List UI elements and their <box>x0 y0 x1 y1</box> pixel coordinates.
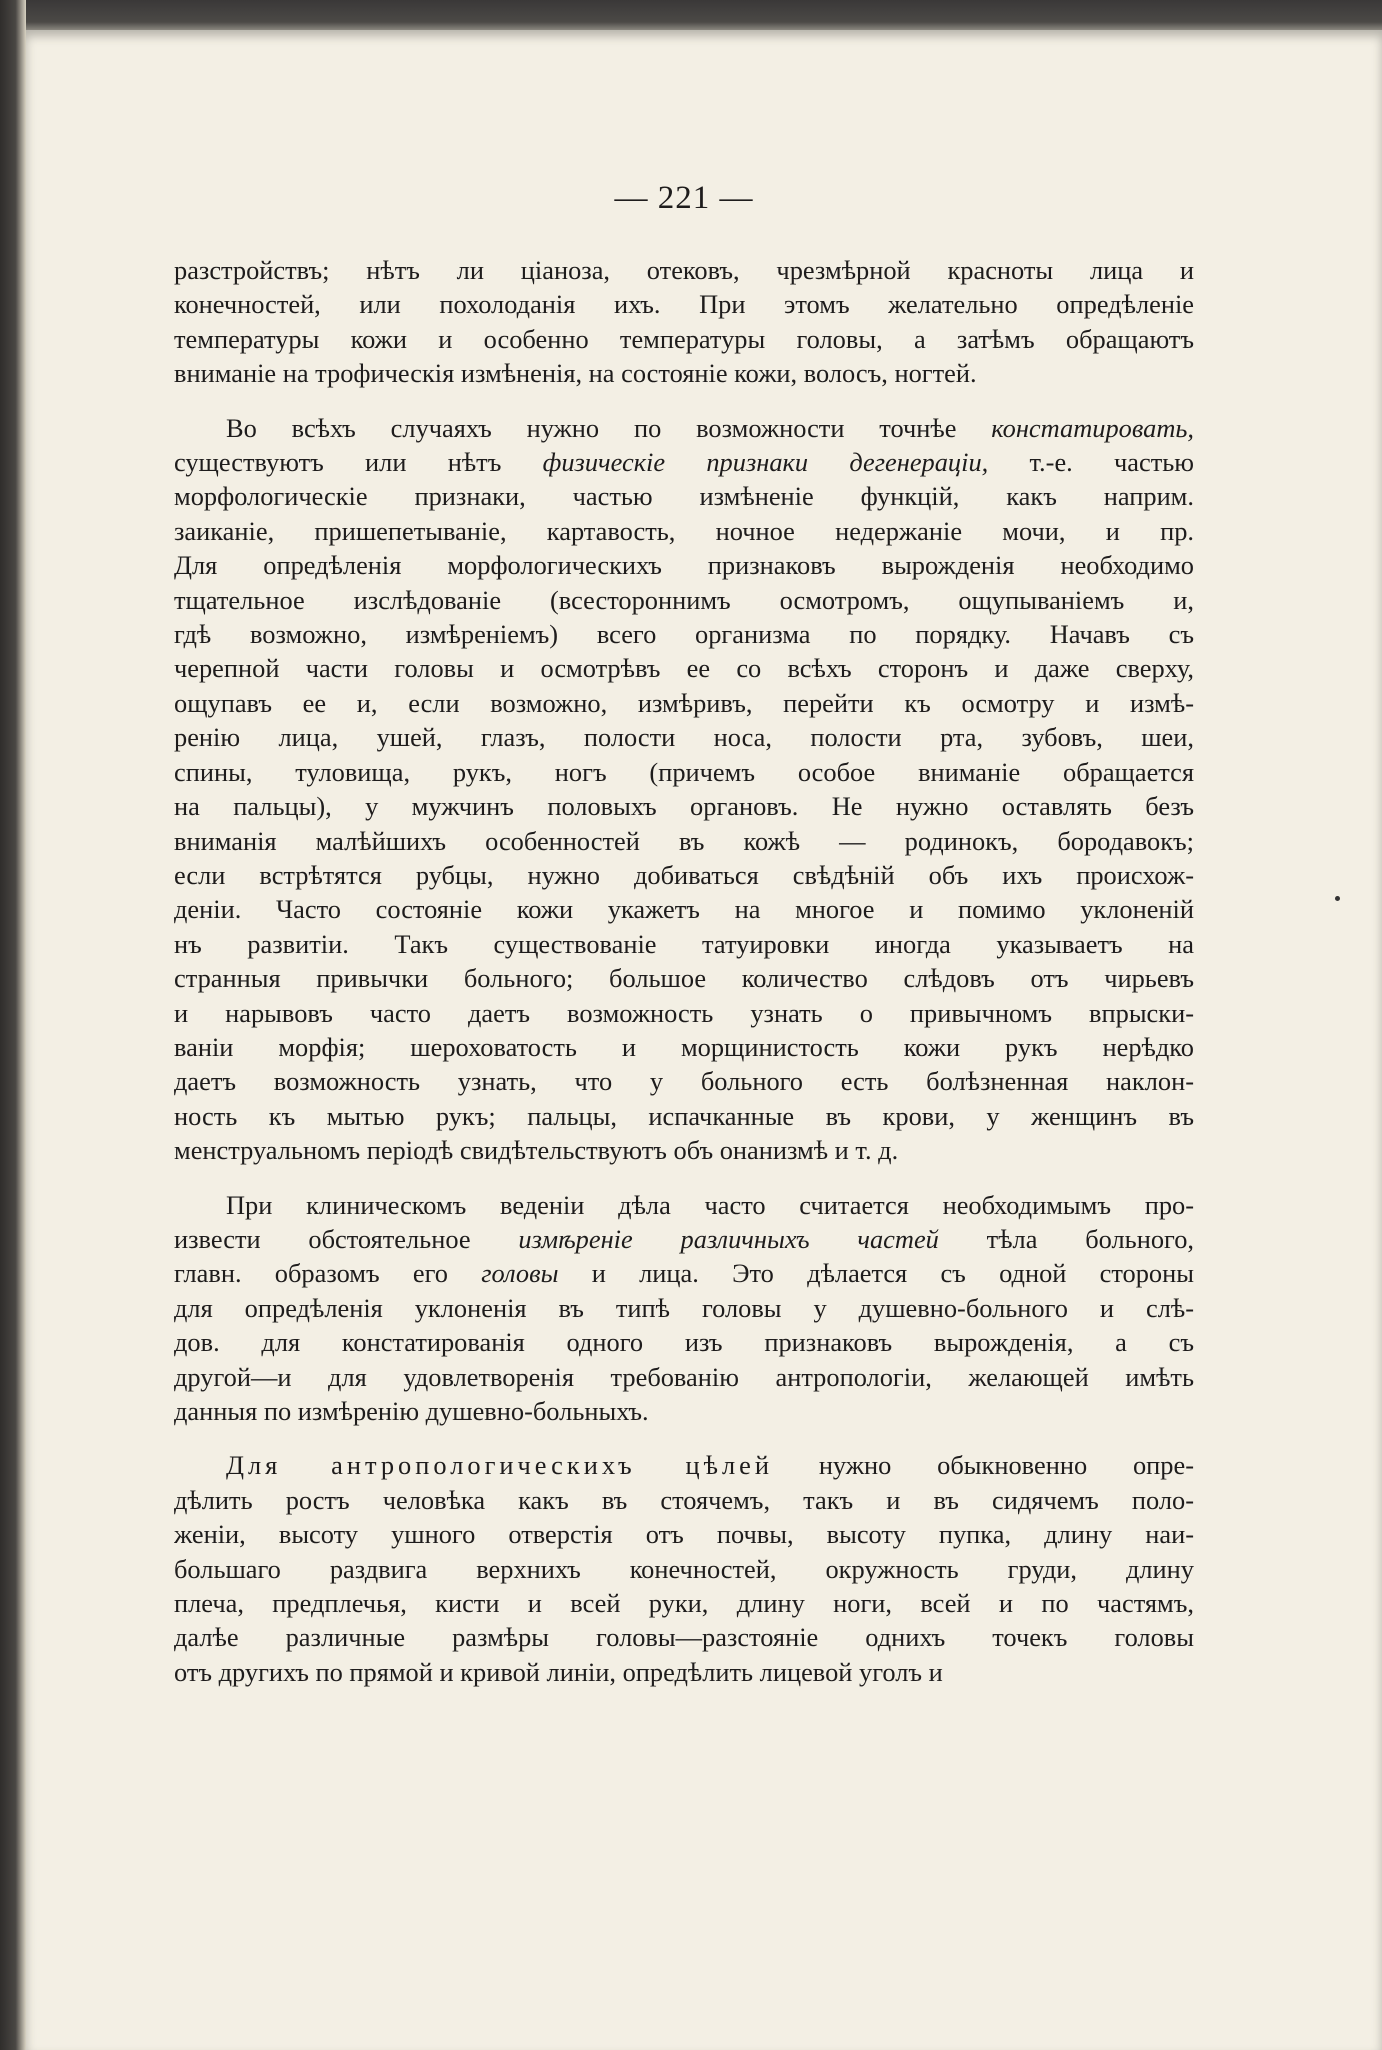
text-line <box>174 1064 1194 1098</box>
text-run: и лица. Это дѣлается съ одной стороны <box>558 1258 1194 1289</box>
text-run: большаго раздвига верхнихъ конечностей, окружность груди, длину <box>174 1553 1194 1584</box>
text-run: заиканіе, пришепетываніе, картавость, ночное недержаніе мочи, и пр. <box>174 515 1194 546</box>
italic-phrase: головы <box>481 1258 559 1289</box>
text-line <box>174 1188 1194 1222</box>
text-line <box>174 651 1194 685</box>
text-line <box>174 1291 1194 1325</box>
text-run: нужно обыкновенно опре- <box>772 1450 1194 1481</box>
text-line <box>174 1448 1194 1482</box>
text-line <box>174 927 1194 961</box>
text-run: вниманія малѣйшихъ особенностей въ кожѣ — родинокъ, бородавокъ; <box>174 825 1194 856</box>
text-line <box>174 720 1194 754</box>
text-line <box>174 858 1194 892</box>
paragraph-gap <box>174 391 1194 411</box>
text-run: дѣлить ростъ человѣка какъ въ стоячемъ, такъ и въ сидячемъ поло- <box>174 1484 1194 1515</box>
text-run: разстройствъ; нѣтъ ли ціаноза, отековъ, чрезмѣрной красноты лица и <box>174 255 1194 285</box>
text-run: отъ другихъ по прямой и кривой линіи, опредѣлить лицевой уголъ и <box>174 1656 943 1687</box>
text-line <box>174 1655 1194 1689</box>
text-line <box>174 322 1194 356</box>
italic-phrase: физическіе признаки дегенераціи, <box>542 447 989 478</box>
text-line <box>174 445 1194 479</box>
body-text <box>174 253 1194 1689</box>
text-run: плеча, предплечья, кисти и всей руки, длину ноги, всей и по частямъ, <box>174 1588 1194 1619</box>
text-line <box>174 583 1194 617</box>
text-run: тѣла больного, <box>938 1223 1194 1254</box>
scan-left-edge <box>0 0 26 2050</box>
italic-phrase: констатировать, <box>991 412 1194 443</box>
text-run: морфологическіе признаки, частью измѣненіе функцій, какъ наприм. <box>174 481 1194 512</box>
text-line <box>174 755 1194 789</box>
text-run: конечностей, или похолоданія ихъ. При этомъ желательно опредѣленіе <box>174 289 1194 320</box>
text-run: черепной части головы и осмотрѣвъ ее со всѣхъ сторонъ и даже сверху, <box>174 653 1194 684</box>
text-run: даетъ возможность узнать, что у больного есть болѣзненная наклон- <box>174 1066 1194 1097</box>
text-line <box>174 287 1194 321</box>
text-run: странныя привычки больного; большое количество слѣдовъ отъ чирьевъ <box>174 963 1194 994</box>
text-run: нъ развитіи. Такъ существованіе татуировки иногда указываетъ на <box>174 928 1194 959</box>
text-line <box>174 1394 1194 1428</box>
text-line <box>174 1552 1194 1586</box>
text-run: другой—и для удовлетворенія требованію антропологіи, желающей имѣть <box>174 1361 1194 1392</box>
text-line <box>174 1256 1194 1290</box>
text-line <box>174 1360 1194 1394</box>
text-line <box>174 789 1194 823</box>
text-run: спины, туловища, рукъ, ногъ (причемъ особое вниманіе обращается <box>174 756 1194 787</box>
text-line <box>174 824 1194 858</box>
text-line <box>174 514 1194 548</box>
text-run: далѣе различные размѣры головы—разстояніе однихъ точекъ головы <box>174 1622 1194 1653</box>
text-run: существуютъ или нѣтъ <box>174 447 543 478</box>
text-line <box>174 253 1194 287</box>
text-line <box>174 686 1194 720</box>
text-line <box>174 411 1194 445</box>
text-line <box>174 479 1194 513</box>
text-run: для опредѣленія уклоненія въ типѣ головы у душевно-больного и слѣ- <box>174 1292 1194 1323</box>
text-line <box>174 1325 1194 1359</box>
text-run: Во всѣхъ случаяхъ нужно по возможности точнѣе <box>226 412 992 443</box>
text-line <box>174 961 1194 995</box>
text-run: деніи. Часто состояніе кожи укажетъ на многое и помимо уклоненій <box>174 894 1194 925</box>
paragraph <box>174 1188 1194 1429</box>
page-number: — 221 — <box>614 180 754 216</box>
text-run: температуры кожи и особенно температуры головы, а затѣмъ обращаютъ <box>174 323 1194 354</box>
text-run: на пальцы), у мужчинъ половыхъ органовъ. Не нужно оставлять безъ <box>174 791 1194 822</box>
text-line <box>174 996 1194 1030</box>
text-run: ность къ мытью рукъ; пальцы, испачканные въ крови, у женщинъ въ <box>174 1100 1194 1131</box>
text-run: извести обстоятельное <box>174 1223 519 1254</box>
text-line <box>174 892 1194 926</box>
text-line <box>174 548 1194 582</box>
page-content <box>174 180 1194 1689</box>
text-run: если встрѣтятся рубцы, нужно добиваться свѣдѣній объ ихъ происхож- <box>174 859 1194 890</box>
text-run: вниманіе на трофическія измѣненія, на состояніе кожи, волосъ, ногтей. <box>174 358 977 389</box>
text-line <box>174 617 1194 651</box>
text-run: ваніи морфія; шероховатость и морщинистость кожи рукъ нерѣдко <box>174 1031 1194 1062</box>
text-run: главн. образомъ его <box>174 1258 482 1289</box>
italic-phrase: измѣреніе различныхъ частей <box>518 1223 939 1254</box>
text-run: данныя по измѣренію душевно-больныхъ. <box>174 1396 649 1426</box>
paragraph <box>174 253 1194 391</box>
paragraph <box>174 1448 1194 1689</box>
text-run: ощупавъ ее и, если возможно, измѣривъ, перейти къ осмотру и измѣ- <box>174 687 1194 718</box>
text-line <box>174 1586 1194 1620</box>
text-run: женіи, высоту ушного отверстія отъ почвы, высоту пупка, длину наи- <box>174 1519 1194 1550</box>
text-line <box>174 1483 1194 1517</box>
paragraph-gap <box>174 1428 1194 1448</box>
text-run: При клиническомъ веденіи дѣла часто считается необходимымъ про- <box>226 1189 1194 1220</box>
text-line <box>174 1099 1194 1133</box>
text-run: дов. для констатированія одного изъ признаковъ вырожденія, а съ <box>174 1327 1194 1358</box>
text-line <box>174 1517 1194 1551</box>
text-line <box>174 1620 1194 1654</box>
text-run: Для опредѣленія морфологическихъ признаковъ вырожденія необходимо <box>174 550 1194 581</box>
ink-speck <box>1335 896 1340 901</box>
text-line <box>174 1133 1194 1167</box>
text-run: тщательное изслѣдованіе (всестороннимъ осмотромъ, ощупываніемъ и, <box>174 584 1194 615</box>
text-line <box>174 1030 1194 1064</box>
text-line <box>174 1222 1194 1256</box>
paragraph <box>174 411 1194 1168</box>
paragraph-gap <box>174 1168 1194 1188</box>
text-run: и нарывовъ часто даетъ возможность узнать о привычномъ впрыски- <box>174 997 1194 1028</box>
text-run: менструальномъ періодѣ свидѣтельствуютъ объ онанизмѣ и т. д. <box>174 1135 899 1166</box>
spaced-phrase: Для антропологическихъ цѣлей <box>226 1450 773 1481</box>
text-line <box>174 356 1194 390</box>
text-run: ренію лица, ушей, глазъ, полости носа, полости рта, зубовъ, шеи, <box>174 722 1194 753</box>
text-run: гдѣ возможно, измѣреніемъ) всего организма по порядку. Начавъ съ <box>174 619 1194 650</box>
book-page <box>26 30 1382 2050</box>
text-run: т.-е. частью <box>988 447 1194 478</box>
